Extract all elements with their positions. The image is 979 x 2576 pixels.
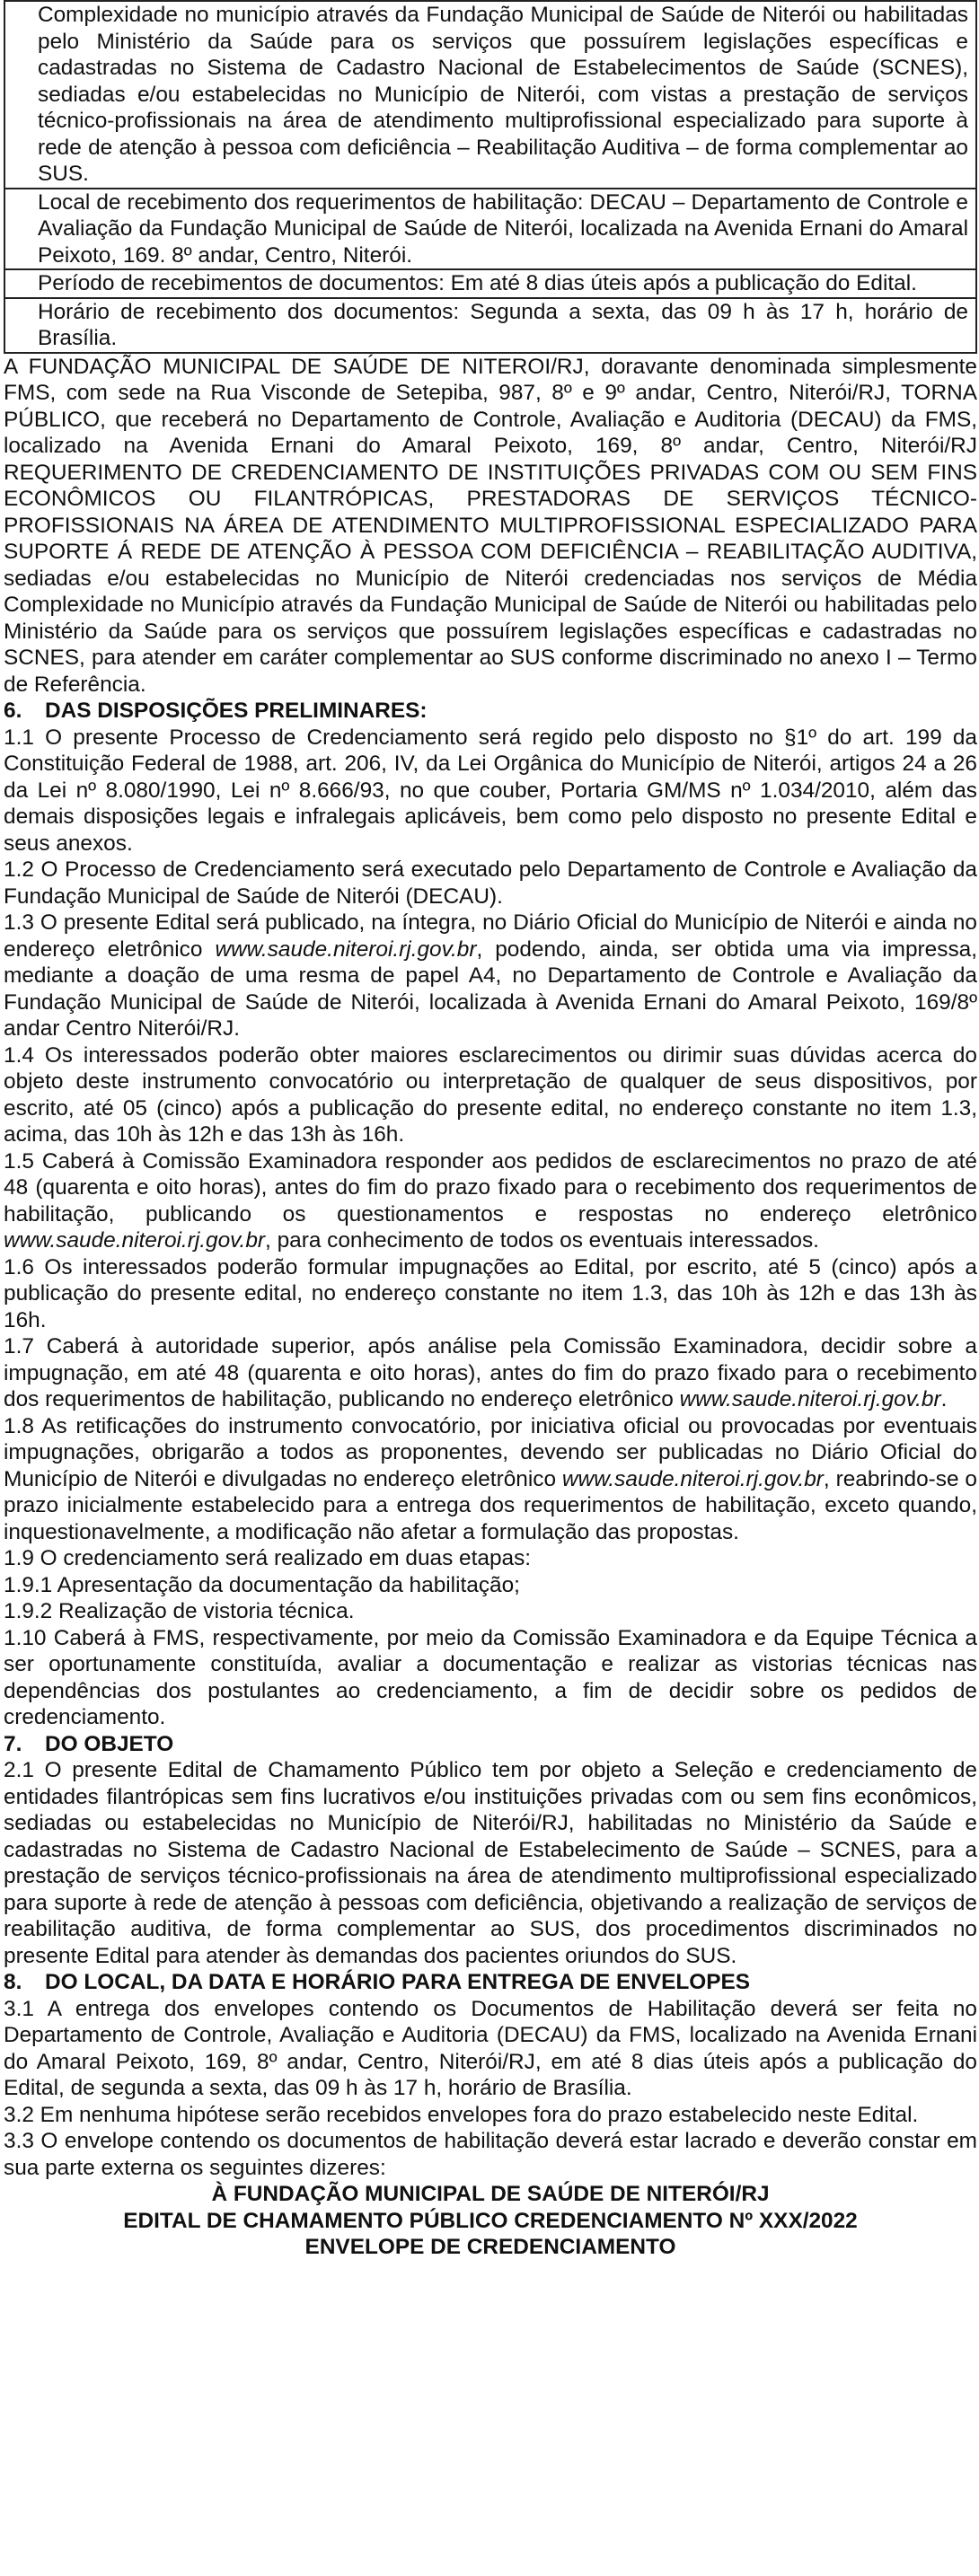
section-title: DO OBJETO (45, 1731, 174, 1756)
table-row-complexity: Complexidade no município através da Fundação Municipal de Saúde de Niterói ou habilitadas pelo Ministério da Saúde para os serviços que possuírem legislações específicas e cadastradas no Sistema de Cadastro Nacional de Estabelecimentos de Saúde (SCNES), sediadas e/ou estabelecidas no Município de Niterói, com vistas a prestação de serviços técnico-profissionais na área de atendimento multiprofissional especializado para suporte à rede de atenção à pessoa com deficiência – Reabilitação Auditiva – de forma complementar ao SUS. (5, 2, 975, 189)
section-number: 7. (4, 1731, 22, 1756)
paragraph-3-3: 3.3 O envelope contendo os documentos de habilitação deverá estar lacrado e deverão constar em sua parte externa os seguintes dizeres: (4, 2129, 977, 2180)
paragraph-1-4: 1.4 Os interessados poderão obter maiores esclarecimentos ou dirimir suas dúvidas acerca do objeto deste instrumento convocatório ou interpretação de qualquer de seus dispositivos, por escrito, até 05 (cinco) após a publicação do presente edital, no endereço constante no item 1.3, acima, das 10h às 12h e das 13h às 16h. (4, 1042, 977, 1147)
paragraph-1-9: 1.9 O credenciamento será realizado em duas etapas: (4, 1546, 532, 1570)
table-row-hours: Horário de recebimento dos documentos: Segunda a sexta, das 09 h às 17 h, horário de Brasília. (38, 299, 968, 350)
text-span: 1.7 Caberá à autoridade superior, após análise pela Comissão Examinadora, decidir sobre a impugnação, em até 48 (quarenta e oito horas), antes do fim do prazo fixado para o recebimento dos requerimentos de habilitação, publicando no endereço eletrônico (4, 1334, 977, 1411)
section-number: 8. (4, 1970, 22, 1994)
paragraph-1-9-2: 1.9.2 Realização de vistoria técnica. (4, 1599, 355, 1623)
text-span: 1.3 O presente Edital será publicado, na íntegra, no Diário Oficial do Município de Niterói e ainda no endereço eletrônico (4, 910, 977, 962)
paragraph-1-1: 1.1 O presente Processo de Credenciamento será regido pelo disposto no §1º do art. 199 da Constituição Federal de 1988, art. 206, IV, da Lei Orgânica do Município de Niterói, artigos 24 a 26 da Lei nº 8.080/1990, Lei nº 8.666/93, no que couber, Portaria GM/MS nº 1.034/2010, além das demais disposições legais e infralegais aplicáveis, bem como pelo disposto no presente Edital e seus anexos. (4, 725, 977, 856)
envelope-line-3: ENVELOPE DE CREDENCIAMENTO (304, 2235, 676, 2259)
paragraph-1-8 (4, 1413, 977, 1546)
text-span: 1.8 As retificações do instrumento convocatório, por iniciativa oficial ou provocadas por eventuais impugnações, obrigarão a todos as proponentes, devendo ser publicadas no Diário Oficial do Município de Niterói e divulgadas no endereço eletrônico (4, 1413, 977, 1491)
section-6-heading (4, 698, 977, 725)
paragraph-1-10: 1.10 Caberá à FMS, respectivamente, por meio da Comissão Examinadora e da Equipe Técnica a ser oportunamente constituída, avaliar a documentação e realizar as vistorias técnicas nas dependências dos postulantes ao credenciamento, a fim de decidir sobre os pedidos de credenciamento. (4, 1625, 977, 1729)
website-link[interactable]: www.saude.niteroi.rj.gov.br (679, 1387, 941, 1411)
text-span: 1.5 Caberá à Comissão Examinadora responder aos pedidos de esclarecimentos no prazo de até 48 (quarenta e oito horas), antes do fim do prazo fixado para o recebimento dos requerimentos de habilitação, publicando os questionamentos e respostas no endereço eletrônico (4, 1148, 977, 1226)
text-span: , reabrindo-se o prazo inicialmente estabelecido para a entrega dos requerimentos de habilitação, exceto quando, inquestionavelmente, a modificação não afetar a formulação das propostas. (4, 1466, 977, 1544)
section-title: DAS DISPOSIÇÕES PRELIMINARES: (45, 699, 428, 723)
website-link[interactable]: www.saude.niteroi.rj.gov.br (4, 1228, 266, 1253)
intro-paragraph: A FUNDAÇÃO MUNICIPAL DE SAÚDE DE NITEROI/RJ, doravante denominada simplesmente FMS, com sede na Rua Visconde de Setepiba, 987, 8º e 9º andar, Centro, Niterói/RJ, TORNA PÚBLICO, que receberá no Departamento de Controle, Avaliação e Auditoria (DECAU) da FMS, localizado na Avenida Ernani do Amaral Peixoto, 169, 8º andar, Centro, Niterói/RJ REQUERIMENTO DE CREDENCIAMENTO DE INSTITUIÇÕES PRIVADAS COM OU SEM FINS ECONÔMICOS OU FILANTRÓPICAS, PRESTADORAS DE SERVIÇOS TÉCNICO-PROFISSIONAIS NA ÁREA DE ATENDIMENTO MULTIPROFISSIONAL ESPECIALIZADO PARA SUPORTE Á REDE DE ATENÇÃO À PESSOA COM DEFICIÊNCIA – REABILITAÇÃO AUDITIVA, sediadas e/ou estabelecidas no Município de Niterói credenciadas nos serviços de Média Complexidade no Município através da Fundação Municipal de Saúde de Niterói ou habilitadas pelo Ministério da Saúde para os serviços que possuírem legislações específicas e cadastradas no SCNES, para atender em caráter complementar ao SUS conforme discriminado no anexo I – Termo de Referência. (4, 354, 977, 697)
table-row-location: Local de recebimento dos requerimentos de habilitação: DECAU – Departamento de Controle e Avaliação da Fundação Municipal de Saúde de Niterói, localizada na Avenida Ernani do Amaral Peixoto, 169. 8º andar, Centro, Niterói. (5, 189, 975, 271)
text-span: , para conhecimento de todos os eventuais interessados. (265, 1228, 819, 1253)
paragraph-1-7 (4, 1333, 977, 1413)
table-row-period: Período de recebimentos de documentos: Em até 8 dias úteis após a publicação do Edital. (5, 270, 975, 299)
section-title: DO LOCAL, DA DATA E HORÁRIO PARA ENTREGA DE ENVELOPES (45, 1970, 751, 1994)
section-number: 6. (4, 699, 22, 723)
section-7-heading (4, 1731, 977, 1758)
paragraph-2-1: 2.1 O presente Edital de Chamamento Público tem por objeto a Seleção e credenciamento de entidades filantrópicas sem fins lucrativos e/ou instituições privadas com ou sem fins econômicos, sediadas ou estabelecidas no Município de Niterói/RJ, habilitadas no Ministério da Saúde e cadastradas no Sistema de Cadastro Nacional de Estabelecimento de Saúde – SCNES, para a prestação de serviços técnico-profissionais na área de atendimento multiprofissional especializado para suporte à rede de atenção à pessoas com deficiência, objetivando a realização de serviços de reabilitação auditiva, de forma complementar ao SUS, dos procedimentos discriminados no presente Edital para atender às demandas dos pacientes oriundos do SUS. (4, 1758, 977, 1968)
info-table (4, 0, 977, 354)
website-link[interactable]: www.saude.niteroi.rj.gov.br (215, 936, 477, 962)
envelope-line-2: EDITAL DE CHAMAMENTO PÚBLICO CREDENCIAMENTO Nº XXX/2022 (123, 2208, 858, 2233)
paragraph-1-5 (4, 1148, 977, 1254)
paragraph-1-2: 1.2 O Processo de Credenciamento será executado pelo Departamento de Controle e Avaliação da Fundação Municipal de Saúde de Niterói (DECAU). (4, 857, 977, 909)
paragraph-1-9-1: 1.9.1 Apresentação da documentação da habilitação; (4, 1572, 520, 1597)
envelope-line-1: À FUNDAÇÃO MUNICIPAL DE SAÚDE DE NITERÓI/RJ (211, 2182, 770, 2206)
paragraph-3-2: 3.2 Em nenhuma hipótese serão recebidos envelopes fora do prazo estabelecido neste Edital. (4, 2102, 919, 2127)
paragraph-1-3 (4, 910, 977, 1042)
paragraph-1-6: 1.6 Os interessados poderão formular impugnações ao Edital, por escrito, até 5 (cinco) após a publicação do presente edital, no endereço constante no item 1.3, das 10h às 12h e das 13h às 16h. (4, 1254, 977, 1332)
section-8-heading (4, 1969, 977, 1996)
text-span: , podendo, ainda, ser obtida uma via impressa, mediante a doação de uma resma de papel A4, no Departamento de Controle e Avaliação da Fundação Municipal de Saúde de Niterói, localizada à Avenida Ernani do Amaral Peixoto, 169/8º andar Centro Niterói/RJ. (4, 936, 977, 1041)
paragraph-3-1: 3.1 A entrega dos envelopes contendo os Documentos de Habilitação deverá ser feita no Departamento de Controle, Avaliação e Auditoria (DECAU) da FMS, localizado na Avenida Ernani do Amaral Peixoto, 169, 8º andar, Centro, Niterói/RJ, em até 8 dias úteis após a publicação do Edital, de segunda a sexta, das 09 h às 17 h, horário de Brasília. (4, 1996, 977, 2100)
text-span: . (940, 1387, 948, 1411)
website-link[interactable]: www.saude.niteroi.rj.gov.br (561, 1466, 824, 1491)
